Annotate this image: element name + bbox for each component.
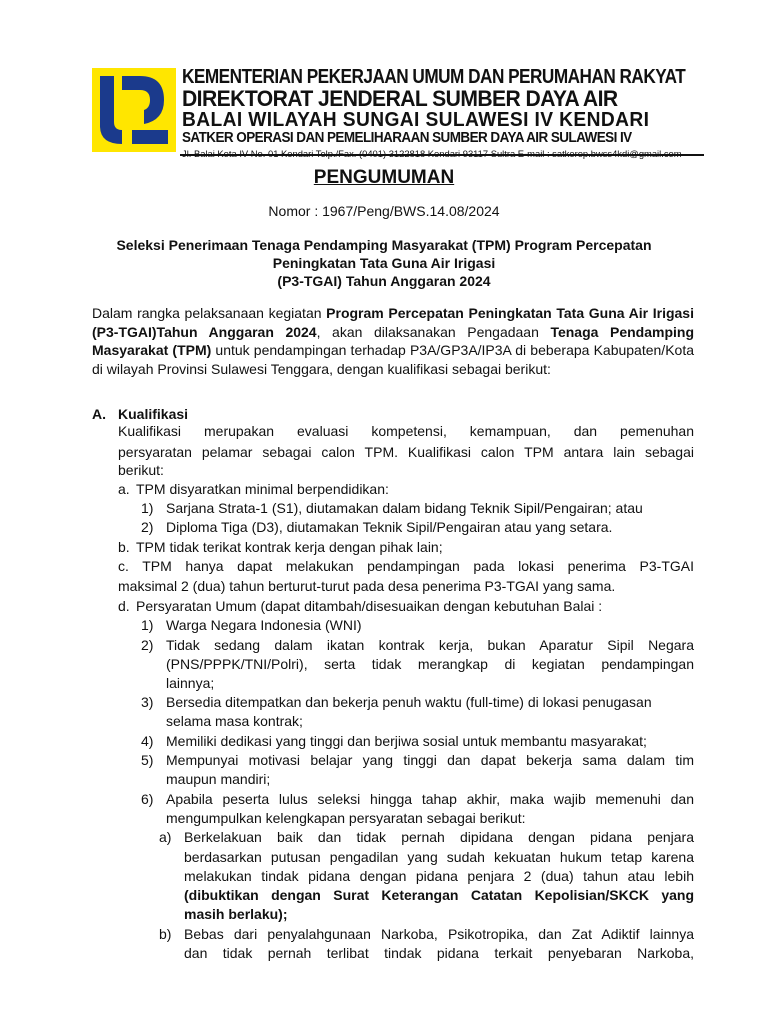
subject-line-3: (P3-TGAI) Tahun Anggaran 2024 — [277, 273, 491, 289]
item-d3-marker: 3) — [141, 694, 154, 710]
item-a2-text: Diploma Tiga (D3), diutamakan Teknik Sipil/Pengairan atau yang setara. — [166, 519, 613, 535]
intro-tpm-name: Tenaga Pendamping Masyarakat (TPM) — [92, 323, 694, 358]
document-number: Nomor : 1967/Peng/BWS.14.08/2024 — [268, 203, 500, 219]
item-d-text: Persyaratan Umum (dapat ditambah/disesuaikan dengan kebutuhan Balai : — [136, 598, 603, 614]
intro-text-3: untuk pendampingan terhadap P3A/GP3A/IP3A di beberapa Kabupaten/Kota di wilayah Provinsi Sulawesi Tenggara, dengan kualifikasi sebagai berikut: — [92, 342, 694, 377]
item-d6b-line-2: dan tidak pernah terlibat tindak pidana terkait penyebaran Narkoba, — [184, 945, 694, 961]
pupr-logo-icon — [92, 68, 176, 152]
item-d6a-line-2: berdasarkan putusan pengadilan yang sudah kekuatan hukum tetap karena — [184, 849, 694, 865]
item-c-line-2: maksimal 2 (dua) tahun berturut-turut pada desa penerima P3-TGAI yang sama. — [118, 578, 616, 594]
item-d5-marker: 5) — [141, 752, 154, 768]
section-a-desc-2: persyaratan pelamar sebagai calon TPM. Kualifikasi calon TPM antara lain sebagai — [118, 444, 694, 460]
subject-line-1: Seleksi Penerimaan Tenaga Pendamping Masyarakat (TPM) Program Percepatan — [116, 237, 652, 253]
item-d1-text: Warga Negara Indonesia (WNI) — [166, 617, 362, 633]
document-subject — [80, 236, 688, 290]
letterhead — [92, 66, 704, 159]
intro-program-name: Program Percepatan Peningkatan Tata Guna Air Irigasi (P3-TGAI)Tahun Anggaran 2024 — [92, 305, 694, 340]
item-a-text: TPM disyaratkan minimal berpendidikan: — [136, 481, 389, 497]
section-a-marker: A. — [92, 406, 106, 422]
item-d5-line-2: maupun mandiri; — [166, 771, 271, 787]
item-d2-line-3: lainnya; — [166, 675, 215, 691]
letterhead-balai: BALAI WILAYAH SUNGAI SULAWESI IV KENDARI — [182, 109, 650, 131]
item-b-text: TPM tidak terikat kontrak kerja dengan pihak lain; — [136, 539, 443, 555]
item-d4-text: Memiliki dedikasi yang tinggi dan berjiwa sosial untuk membantu masyarakat; — [166, 733, 647, 749]
item-d2-line-1: Tidak sedang dalam ikatan kontrak kerja, bukan Aparatur Sipil Negara — [166, 637, 694, 653]
item-a-marker: a. — [118, 481, 130, 497]
item-d6a-line-4: (dibuktikan dengan Surat Keterangan Catatan Kepolisian/SKCK yang — [184, 887, 694, 903]
letterhead-satker: SATKER OPERASI DAN PEMELIHARAAN SUMBER DAYA AIR SULAWESI IV — [182, 130, 632, 146]
subject-line-2: Peningkatan Tata Guna Air Irigasi — [272, 255, 496, 271]
item-d6b-line-1: Bebas dari penyalahgunaan Narkoba, Psikotropika, dan Zat Adiktif lainnya — [184, 926, 694, 942]
item-a1-marker: 1) — [141, 500, 154, 516]
intro-text-1: Dalam rangka pelaksanaan kegiatan — [92, 305, 327, 321]
item-d4-marker: 4) — [141, 733, 154, 749]
letterhead-text — [182, 66, 704, 159]
item-d6a-line-5: masih berlaku); — [184, 906, 288, 922]
item-d2-line-2: (PNS/PPPK/TNI/Polri), serta tidak merangkap di kegiatan pendampingan — [166, 656, 694, 672]
item-b-marker: b. — [118, 539, 130, 555]
item-d3-line-2: selama masa kontrak; — [166, 713, 303, 729]
item-d1-marker: 1) — [141, 617, 154, 633]
item-d6-marker: 6) — [141, 791, 154, 807]
item-d3-line-1: Bersedia ditempatkan dan bekerja penuh waktu (full-time) di lokasi penugasan — [166, 694, 652, 710]
section-a-desc-1: Kualifikasi merupakan evaluasi kompetensi, kemampuan, dan pemenuhan — [118, 423, 694, 439]
letterhead-address: Jl. Balai Kota IV No. 01 Kendari Telp./Fax. (0401) 3122818 Kendari 93117 Sultra E-mail : satkerop.bwss4kdi@gmail.com — [182, 148, 682, 159]
section-a-desc-3: berikut: — [118, 462, 164, 478]
item-d6a-line-3: melakukan tindak pidana dengan pidana penjara 2 (dua) tahun atau lebih — [184, 868, 694, 884]
item-c-line-1: c. TPM hanya dapat melakukan pendampingan pada lokasi penerima P3-TGAI — [118, 558, 694, 574]
item-d6a-line-1: Berkelakuan baik dan tidak pernah dipidana dengan pidana penjara — [184, 829, 694, 845]
item-d6-line-1: Apabila peserta lulus seleksi hingga tahap akhir, maka wajib memenuhi dan — [166, 791, 694, 807]
section-a-heading: Kualifikasi — [118, 406, 189, 422]
item-a1-text: Sarjana Strata-1 (S1), diutamakan dalam bidang Teknik Sipil/Pengairan; atau — [166, 500, 643, 516]
letterhead-directorate: DIREKTORAT JENDERAL SUMBER DAYA AIR — [182, 86, 618, 111]
intro-text-2: , akan dilaksanakan Pengadaan — [316, 323, 551, 340]
letterhead-rule — [180, 154, 704, 156]
intro-paragraph — [92, 304, 694, 378]
item-d5-line-1: Mempunyai motivasi belajar yang tinggi dan dapat bekerja sama dalam tim — [166, 752, 694, 768]
document-title: PENGUMUMAN — [313, 167, 455, 188]
item-d2-marker: 2) — [141, 637, 154, 653]
letterhead-ministry: KEMENTERIAN PEKERJAAN UMUM DAN PERUMAHAN RAKYAT — [182, 66, 686, 88]
item-d6b-marker: b) — [159, 926, 172, 942]
item-d6a-marker: a) — [159, 829, 172, 845]
item-d-marker: d. — [118, 598, 130, 614]
item-a2-marker: 2) — [141, 519, 154, 535]
item-d6-line-2: mengumpulkan kelengkapan persyaratan sebagai berikut: — [166, 810, 526, 826]
